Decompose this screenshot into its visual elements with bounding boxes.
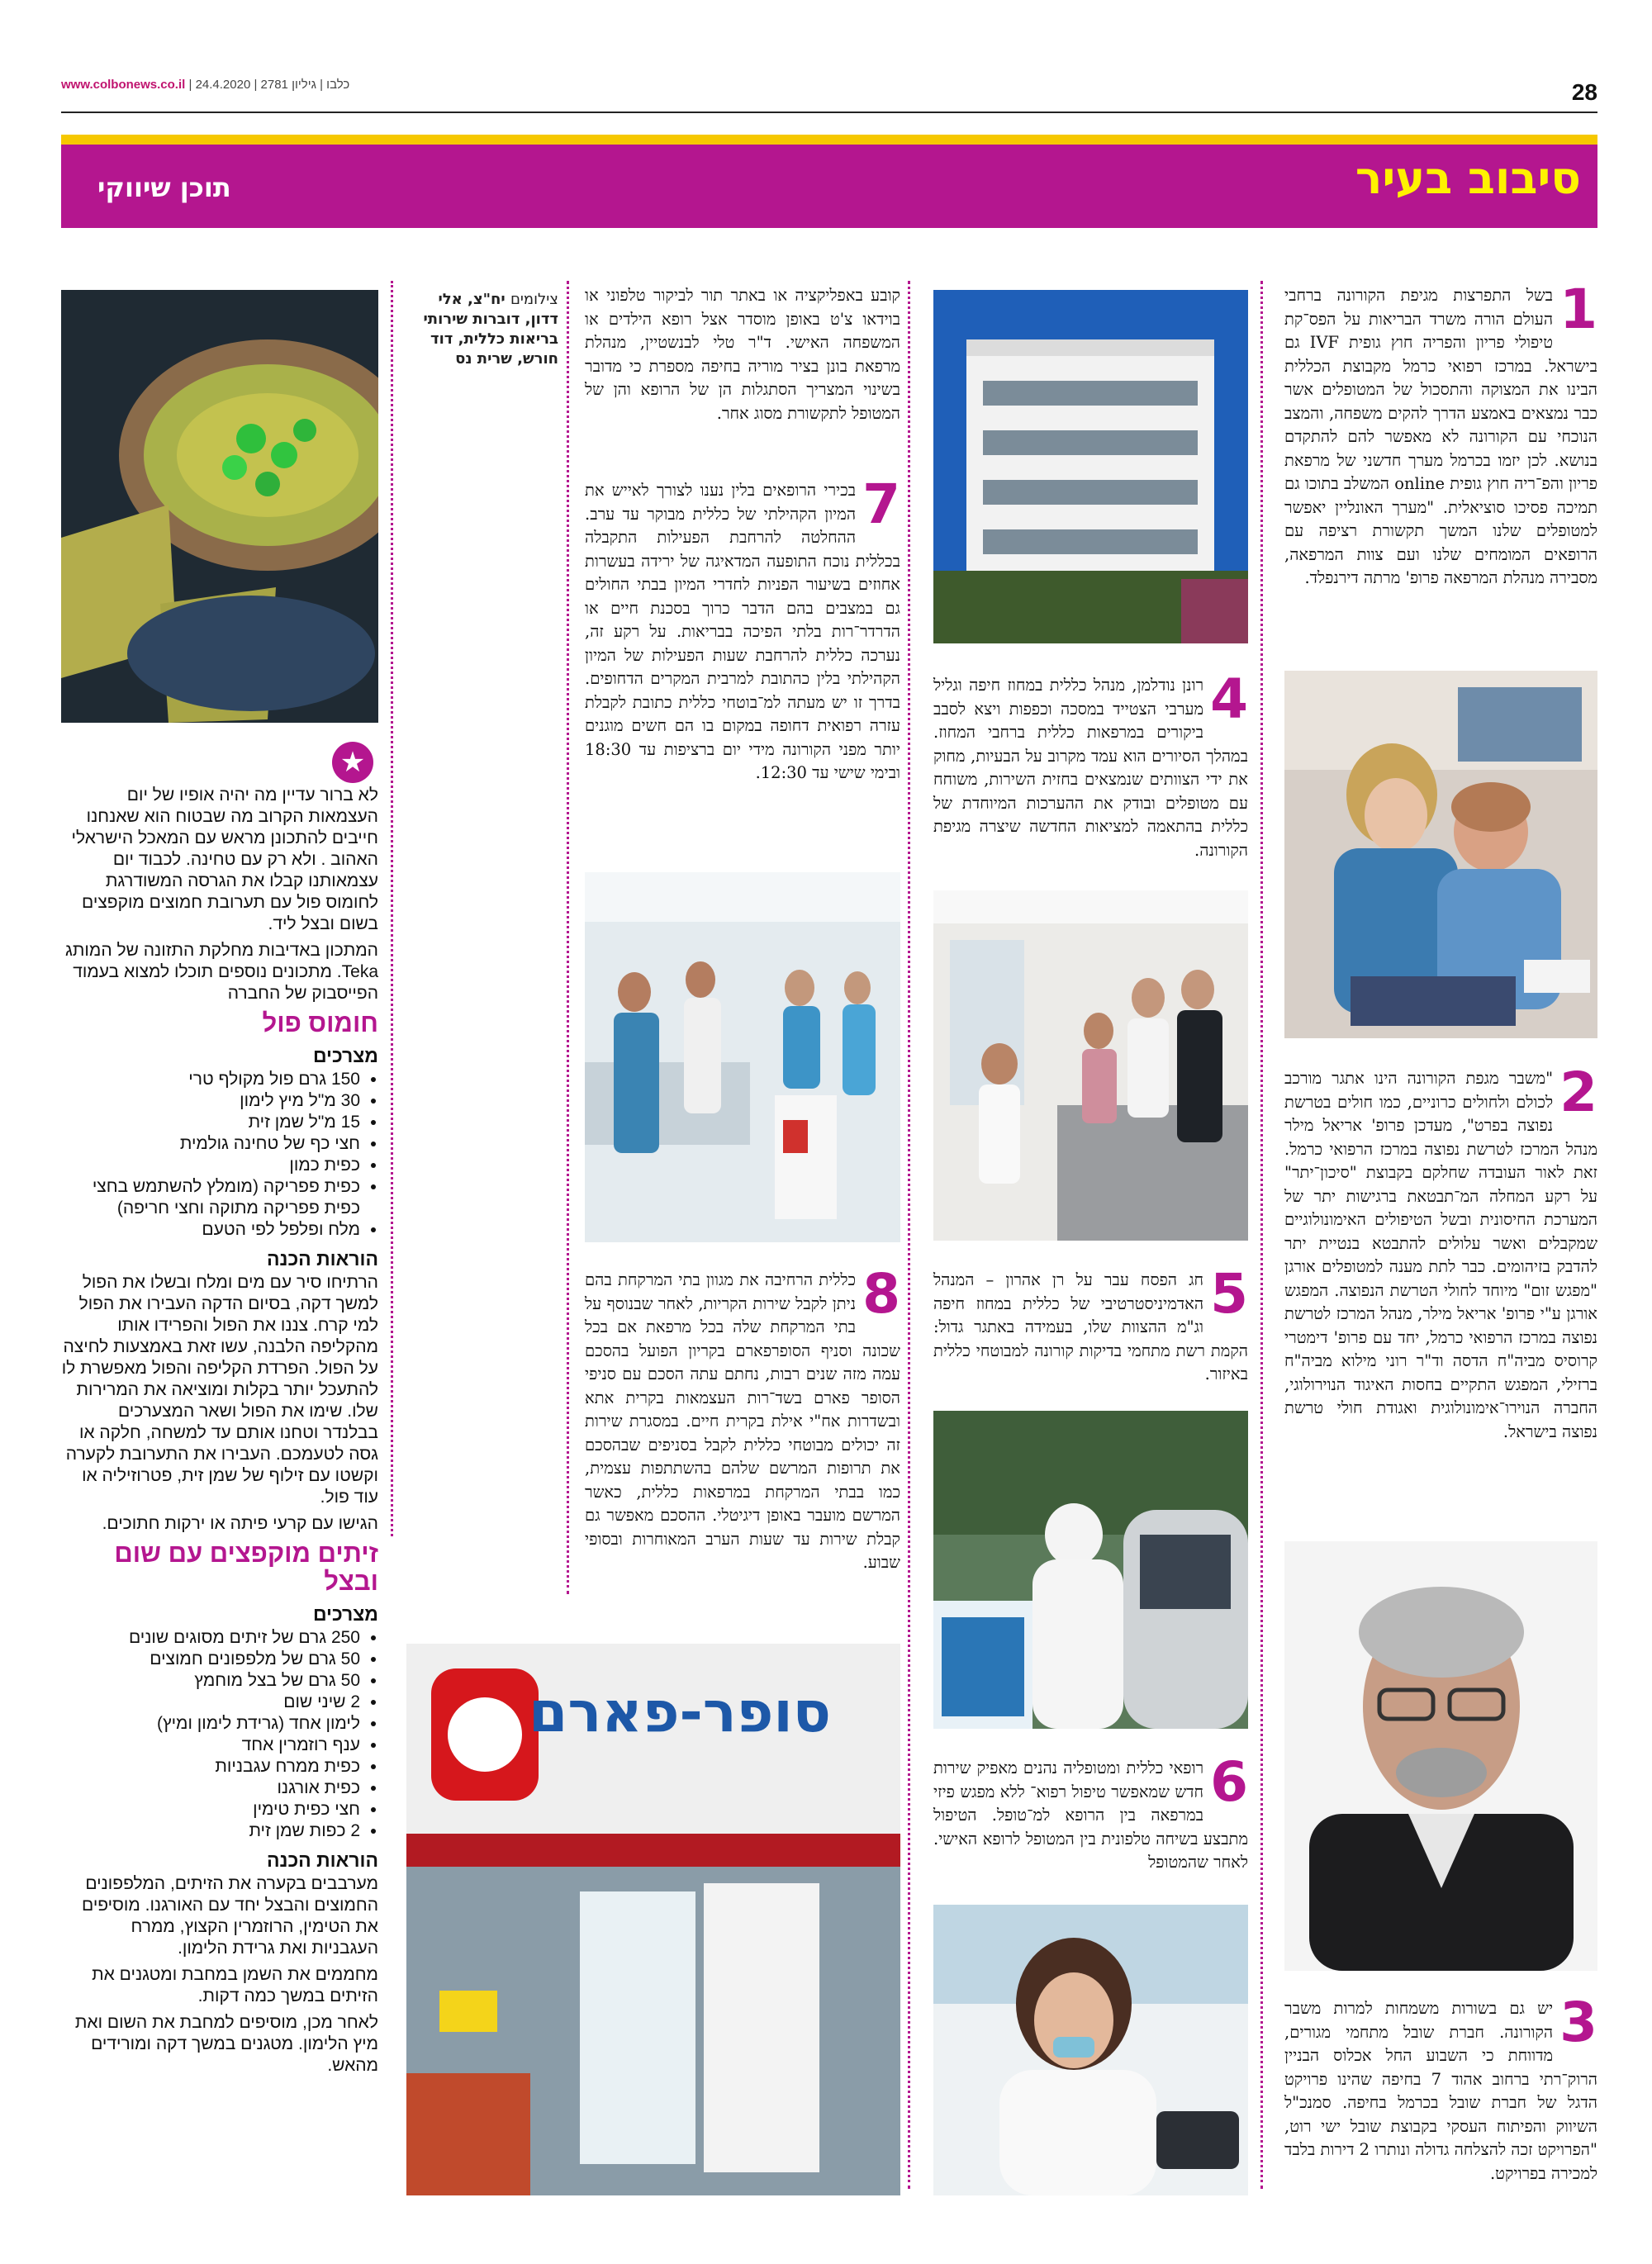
item-4 xyxy=(933,667,1248,862)
recipe-2-ingredients xyxy=(61,1627,378,1842)
item-number: 1 xyxy=(1559,278,1597,341)
sponsored-tag: תוכן שיווקי xyxy=(97,172,231,203)
recipe-2-method-label: הוראות הכנה xyxy=(267,1849,378,1871)
ingredient: • כפית ממרח עגבניות xyxy=(61,1756,360,1778)
credit-names: יח"צ, אלי דדון, דוברות שירותי בריאות כללית, דוד חורש, שרית נס xyxy=(423,291,558,368)
recipe-1-method-label: הוראות הכנה xyxy=(267,1248,378,1270)
item-2 xyxy=(1284,1061,1597,1444)
recipe-1-method: הרתיחו סיר עם מים ומלח ובשלו את הפול למשך דקה, בסיום הדקה העבירו את הפול למי קרח. צננו את הפול והפרידו אותו מהקליפה הלבנה, עשו זאת באמצעות לחיצה על הפול. הפרדת הקליפה והפול מאפשרת לו להתעכל יותר בקלות ומוציאה את המרירות שלו. שימו את הפול ושאר המצערכים בבלנדר וטחנו אותם עד למשחה, חלקה או גסה לטעמכם. העבירו את התערובת לקערה וקשטו עם זילוף של שמן זית, פטרוזיליה או עוד פול. xyxy=(61,1273,378,1507)
photo-prof-miller xyxy=(1284,1541,1597,1971)
recipe-1-ingredients-label: מצרכים xyxy=(312,1045,378,1066)
credit-label: צילומים xyxy=(510,291,558,308)
ingredient: • כפית כמון xyxy=(61,1155,360,1176)
column-divider xyxy=(908,281,910,2189)
item-number: 3 xyxy=(1559,1991,1597,2054)
recipe-1-ingredients xyxy=(61,1069,378,1241)
column-divider xyxy=(1260,281,1263,2189)
ingredient: • 15 מ"ל שמן זית xyxy=(61,1112,360,1133)
recipes-column xyxy=(61,785,378,2081)
item-text: יש גם בשורות משמחות למרות משבר הקורונה. חברת שובל מתחמי מגורים, מדווחת כי השבוע החל אכלוס הבניין הרוק־רתי ברחוב אהוד 7 בחיפה שהינו פרויקט הדגל של חברת שובל בכרמל בחיפה. סמנכ"ל השיווק והפיתוח העסקי בקבוצת שובל ישי רוט, "הפרויקט זכה להצלחה גדולה ונותרו 2 דירות בלבד למכירה בפרויקט. xyxy=(1284,1999,1597,2183)
banner-stripe xyxy=(61,135,1597,145)
item-7 xyxy=(585,472,900,786)
item-number: 5 xyxy=(1210,1262,1248,1326)
item-number: 6 xyxy=(1210,1750,1248,1814)
photo-hummus-ful xyxy=(61,290,378,723)
ingredient: • כפית אורגנו xyxy=(61,1778,360,1799)
column-divider xyxy=(391,281,393,1536)
masthead-line xyxy=(61,78,349,92)
ingredient: • 150 גרם פול מקולף טרי xyxy=(61,1069,360,1090)
item-6 xyxy=(933,1750,1248,1875)
ingredient: • 50 גרם של מלפפונים חמוצים xyxy=(61,1649,360,1670)
photo-phone-doctor xyxy=(933,1905,1248,2195)
star-icon: ★ xyxy=(332,742,373,783)
item-text: בשל התפרצות מגיפת הקורונה ברחבי העולם הורה משרד הבריאות על הפס־קת טיפולי פריון והפריה חוץ גופית IVF גם בישראל. במרכז רפואי כרמל מקבוצת הכללית הבינו את המצוקה והתסכול של המטופלים אשר כבר נמצאים באמצע הדרך להקים משפחה, והמצב הנוכחי עם הקורונה לא מאפשר להם להתקדם בנושא. לכן יזמו בכרמל מערך חדשני של מרפאת פריון והפ־ריה חוץ גופית online המשלב בתוכו גם תמיכה פסיכו סוציאלית. "מערך האונליין יאפשר למטופלים שלנו המשך תקשורת רציפה עם הרופאים המומחים שלנו ועם צוות המרפאה, מסבירה מנהלת המרפאה פרופ' מרתה דירנפלד. xyxy=(1284,286,1597,587)
recipe-2-method-3: לאחר מכן, מוסיפים למחבת את השום ואת מיץ הלימון. מטגנים במשך דקה ומורידים מהאש. xyxy=(74,2013,378,2075)
header-rule xyxy=(61,112,1597,113)
item-number: 7 xyxy=(862,472,900,536)
ingredient: • חצי כף של טחינה גולמית xyxy=(61,1133,360,1155)
ingredient: • 250 גרם של זיתים מסוגים שונים xyxy=(61,1627,360,1649)
ingredient: • כפית פפריקה (מומלץ להשתמש בחצי כפית פפריקה מתוקה וחצי חריפה) xyxy=(61,1176,360,1219)
recipe-credit: המתכון באדיבות מחלקת התזונה של המותג Teka. מתכונים נוספים תוכלו למצוא בעמוד הפייסבוק של החברה xyxy=(65,941,378,1003)
item-number: 2 xyxy=(1559,1061,1597,1124)
recipe-2-method-1: מערבבים בקערה את הזיתים, המלפפונים החמוצים והבצל יחד עם האורגנו. מוסיפים את הטימין, הרוזמרין הקצוץ, ממרח העגבניות ואת גרידת הלימון. xyxy=(82,1874,378,1958)
item-text: חג הפסח עבר על רן אהרון – המנהל האדמיניסטרטיבי של כללית במחוז חיפה וג"מ ההצוות שלו, בעמידה באתגר גדול: הקמת רשת מתחמי בדיקות קורונה למבוטחי כללית באיזור. xyxy=(933,1270,1248,1384)
ingredient: • ענף רוזמרין אחד xyxy=(61,1735,360,1756)
section-title: סיבוב בעיר xyxy=(1355,152,1581,204)
ingredient: • 30 מ"ל מיץ לימון xyxy=(61,1090,360,1112)
recipe-intro: לא ברור עדיין מה יהיה אופיו של יום העצמאות הקרוב מה שבטוח הוא שאנחנו חייבים להתכונן מראש עם המאכל הישראלי האהוב . ולא רק עם טחינה. לכבוד יום עצמאותנו קבלו את הגרסה המשודרגת לחומוס פול עם תערובת חמוצים מוקפצים בשום ובצל ליד. xyxy=(71,786,378,933)
recipe-2-ingredients-label: מצרכים xyxy=(312,1603,378,1625)
recipe-1-serving: הגישו עם קרעי פיתה או ירקות חתוכים. xyxy=(102,1514,378,1533)
ingredient: • לימון אחד (גרידת לימון ומיץ) xyxy=(61,1713,360,1735)
recipe-2-method-2: מחממים את השמן במחבת ומטגנים את הזיתים במשך כמה דקות. xyxy=(92,1965,378,2005)
issue-info: | כלבו | גיליון 2781 | 24.4.2020 xyxy=(188,78,350,92)
item-text: בכירי הרופאים בלין נענו לצורך לאייש את המיון הקהילתי של כללית מבוקר עד ערב. ההחלטה להרחבת הפעילות התקבלה בכללית נוכח התופעה המדאיגה של ירידה בעשרות אחוזים בשיעור הפניות לחדרי המיון בבתי החולים גם במצבים בהם הדבר כרוך בסכנת חיים או הדרדר־רות בלתי הפיכה בבריאות. על רקע זה, נערכה כללית להרחבת שעות הפעילות של המיון הקהילתי בלין כהתובת למרבית המקרים הדחופים. בדרך זו יש מעתה למ־בוטחי כללית כתובת לקבלת עזרה רפואית דחופה במקום בו הם חשים מוגנים יותר מפני הקורונה מידי יום ברציפות עד 18:30 ובימי שישי עד 12:30. xyxy=(585,481,900,782)
recipe-1-title: חומוס פול xyxy=(262,1009,378,1037)
ingredient: • מלח ופלפל לפי הטעם xyxy=(61,1219,360,1241)
column-divider xyxy=(567,281,569,1594)
pharmacy-sign: סופר-פארם xyxy=(529,1680,831,1745)
photo-residential-building xyxy=(933,290,1248,643)
item-1 xyxy=(1284,278,1597,591)
item-text: רופאי כללית ומטופליה נהנים מאפיק שירות חדש שמאפשר טיפול רפוא־ ללא מפגש פיזי במרפאה בין הרופא למ־טופל. הטיפול מתבצע בשיחה טלפונית בין המטופל לרופא האישי. לאחר שהמטופל xyxy=(933,1759,1248,1872)
item-text: "משבר מגפת הקורונה הינו אתגר מורכב לכולם ולחולים כרוניים, כמו חולים בטרשת נפוצה בפרט", מעדכן פרופ' אריאל מילר מנהל המרכז לטרשת נפוצה במרכז הרפואי כרמל. זאת לאור העובדה שחלקם בקבוצת "סיכון־יתר" על רקע המחלה המ־תבטאת ברגישות יתר של המערכת החיסונית ובשל הטיפולים האימונולוגיים שמקבלים ואשר עלולים להתבטא בנטיית יתר להדבק בזיהומים. כבר לתת מענה למטופלים אורגן "מפגש זום" מיוחד לחולי הטרשת הנפוצה. המפגש אורגן ע"י פרופ' אריאל מילר, מנהל המרכז לטרשת נפוצה במרכז הרפואי כרמל, יחד עם פרופ' דימטרי קרוסיס מביה"ח הדסה וד"ר רוני מילוא מביה"ח ברזילי, המפגש התקיים בחסות האיגוד הנוירולוגי, החברה הנוירו־אימונולוגית ואגודת חולי טרשת נפוצה בישראל. xyxy=(1284,1069,1597,1441)
item-number: 8 xyxy=(862,1262,900,1326)
item-number: 4 xyxy=(1210,667,1248,731)
item-text: כללית הרחיבה את מגוון בתי המרקחת בהם ניתן לקבל שירות הקריות, לאחר שבנוסף על בתי המרקחת שלה בכל מרפאת אם בכל שכונה וסניף הסופרפארם בקריון הפועל בהסכם עמה מזה שנים רבות, נחתם עתה הסכם עם סניפי הסופר פארם בשד־רות העצמאות בקרית אתא ובשדרות אח"י אילת בקרית חיים. במסגרת שירות זה יכולים מבוטחי כללית לקבל בסניפים שבהסכם את תרופות המרשם שלהם בהשתתפות עצמית, כמו בבתי המרקחת במרפאות כללית, כאשר המרשם מועבר באופן דיגיטלי. ההסכם מאפשר גם קבלת שירות עד שעות הערב המאוחרות ובסופי שבוע. xyxy=(585,1270,900,1572)
ingredient: • 2 כפות שמן זית xyxy=(61,1820,360,1842)
photo-community-er xyxy=(585,872,900,1242)
item-5 xyxy=(933,1262,1248,1387)
photo-credit xyxy=(405,290,558,369)
recipe-2-title: זיתים מוקפצים עם שום ובצל xyxy=(114,1539,378,1596)
photo-corona-testing xyxy=(933,1411,1248,1729)
ingredient: • 50 גרם של בצל מוחמץ xyxy=(61,1670,360,1692)
item-6-continued xyxy=(585,284,900,425)
ingredient: • 2 שיני שום xyxy=(61,1692,360,1713)
site-url[interactable]: www.colbonews.co.il xyxy=(61,78,186,92)
item-3 xyxy=(1284,1991,1597,2186)
ingredient: • חצי כפית טימין xyxy=(61,1799,360,1820)
item-text: קובע באפליקציה או באתר תור לביקור טלפוני או בוידאו צ'ט באופן מוסדר אצל רופא הילדים או המשפחה האישי. ד"ר טלי לבנשטיין, מנהלת מרפאת בונן בציר מוריה בחיפה מספרת כי מדובר בשינוי המצריך הסתגלות הן של הרופא והן של המטופל לתקשורת מסוג אחר. xyxy=(585,286,900,423)
item-8 xyxy=(585,1262,900,1575)
photo-clinic-visit xyxy=(933,890,1248,1241)
page-number: 28 xyxy=(1571,79,1597,105)
photo-ivf-clinic xyxy=(1284,671,1597,1038)
item-text: רונן נודלמן, מנהל כללית במחוז חיפה וגליל מערבי הצטייד במסכה וכפפות ויצא לסבב ביקורים במרפאות כללית ברחבי המחוז. במהלך הסיורים הוא עמד מקרוב על הבעיות, מחוק את ידי הצוותים שנמצאים בחזית השירות, משוחח עם מטופלים ובודק את ההערכות המיוחדת של כללית בהתאמה למציאות החדשה שיצרה מגיפת הקורונה. xyxy=(933,676,1248,860)
